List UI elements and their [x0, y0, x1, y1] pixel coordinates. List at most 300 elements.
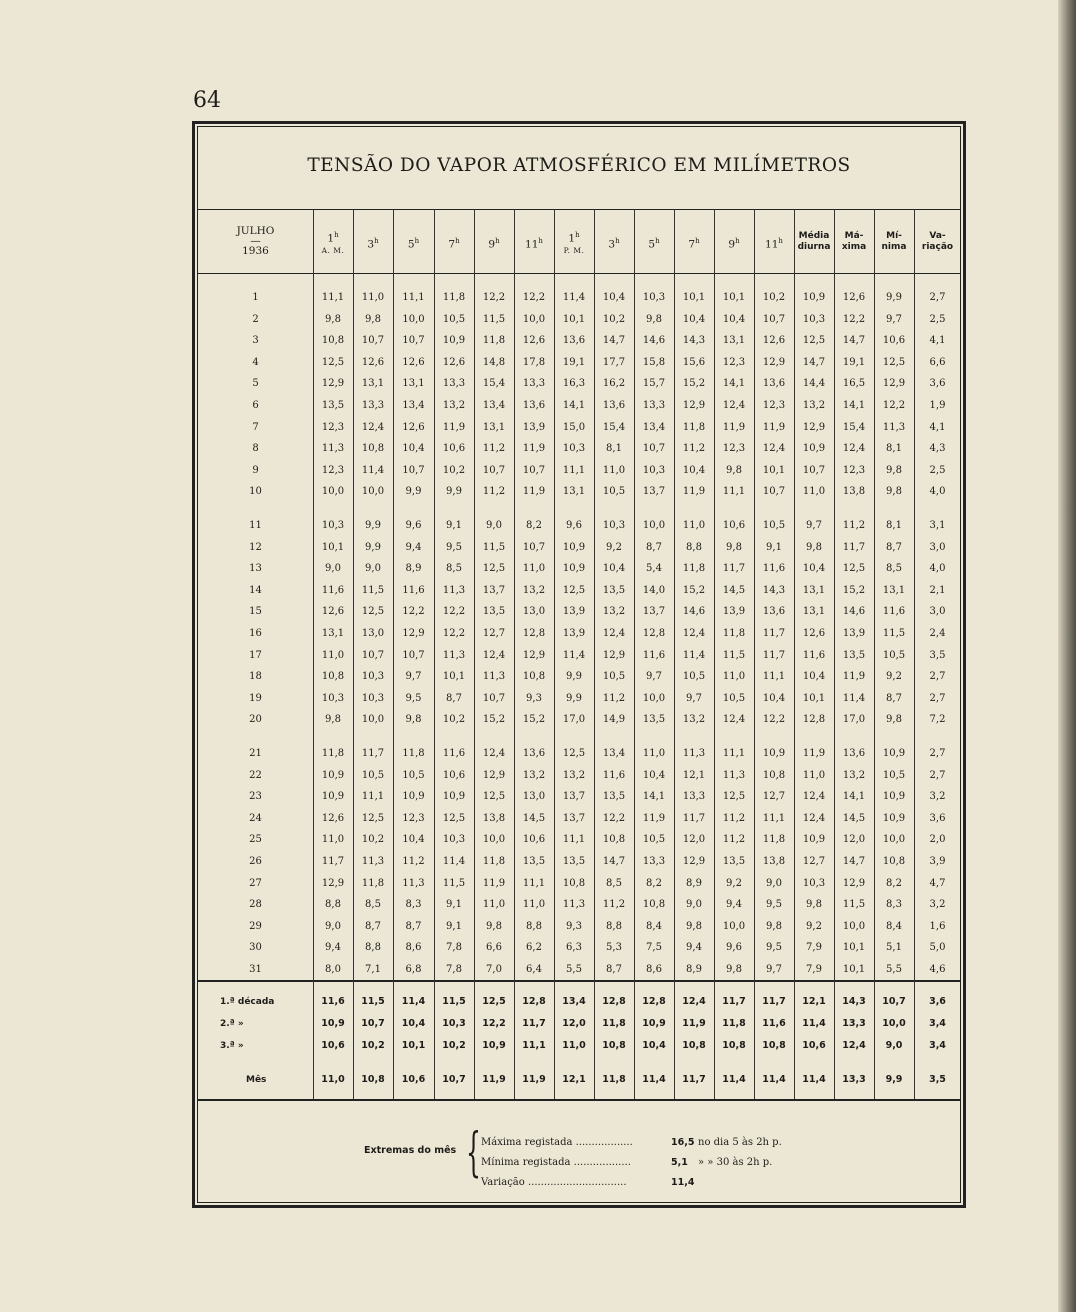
extreme-min-value: 5,1: [671, 1157, 688, 1168]
row-value: 12,5: [361, 606, 385, 618]
row-value: 13,1: [722, 335, 746, 347]
row-day: 16: [249, 628, 262, 639]
row-value: 11,6: [642, 649, 666, 661]
row-value: 11,5: [482, 313, 506, 325]
header-variacao-line: riação: [921, 242, 954, 252]
row-value: 11,9: [522, 486, 546, 498]
row-value: 11,4: [562, 292, 586, 303]
row-value: 10,9: [882, 812, 906, 824]
header-hour-11: [714, 235, 754, 251]
row-value: 7,9: [806, 964, 822, 975]
row-value: 12,5: [802, 335, 826, 347]
row-value: 9,3: [526, 692, 542, 704]
header-hour-value: 5: [407, 238, 415, 251]
row-value: 10,4: [802, 563, 826, 575]
row-value: 10,1: [842, 942, 866, 954]
row-value: 8,5: [606, 877, 622, 889]
row-day: 30: [249, 942, 262, 954]
row-value: 8,7: [606, 964, 622, 975]
row-value: 8,7: [886, 541, 902, 553]
row-value: 12,4: [802, 812, 826, 824]
row-value: 11,7: [321, 856, 345, 867]
row-value: 7,2: [929, 714, 946, 726]
row-value: 13,9: [842, 628, 866, 639]
row-value: 10,3: [802, 877, 826, 889]
row-value: 10,6: [442, 443, 466, 455]
row-value: 8,4: [646, 920, 662, 932]
column-rule: [313, 209, 314, 1099]
row-day: 22: [249, 769, 262, 781]
summary-value: 3,5: [929, 1074, 946, 1085]
extreme-var-text: Variação ...............................: [481, 1177, 627, 1188]
row-value: 9,8: [325, 714, 341, 726]
summary-value: 11,0: [321, 1074, 345, 1085]
row-value: 12,3: [842, 464, 866, 476]
row-value: 13,9: [562, 606, 586, 618]
row-value: 15,7: [642, 378, 666, 390]
summary-value: 10,8: [602, 1040, 626, 1051]
row-value: 10,3: [442, 834, 466, 846]
row-value: 11,1: [522, 877, 546, 889]
row-value: 11,2: [842, 520, 866, 531]
row-value: 13,4: [642, 421, 666, 433]
row-value: 6,3: [566, 942, 582, 954]
row-value: 10,4: [682, 313, 706, 325]
row-value: 17,7: [602, 356, 626, 368]
row-value: 11,4: [442, 856, 466, 867]
summary-value: 10,6: [321, 1040, 345, 1051]
summary-value: 10,8: [762, 1040, 786, 1051]
row-value: 14,7: [602, 335, 626, 347]
row-value: 11,8: [442, 292, 466, 303]
row-value: 12,8: [642, 628, 666, 639]
row-value: 13,7: [642, 606, 666, 618]
row-value: 7,8: [446, 942, 462, 954]
row-value: 12,5: [562, 748, 586, 759]
column-rule: [554, 209, 555, 1099]
row-value: 15,2: [682, 378, 706, 390]
row-value: 13,2: [522, 769, 546, 781]
summary-value: 12,4: [842, 1040, 866, 1051]
extremes-divider: [198, 1099, 960, 1101]
row-value: 13,2: [442, 400, 466, 411]
row-value: 12,4: [722, 714, 746, 726]
row-value: 3,0: [929, 541, 946, 553]
summary-value: 10,1: [401, 1040, 426, 1051]
row-value: 10,9: [402, 791, 425, 803]
row-value: 11,7: [762, 649, 786, 661]
row-value: 14,6: [842, 606, 866, 618]
summary-value: 11,8: [602, 1018, 626, 1029]
row-value: 11,8: [361, 877, 385, 889]
row-value: 8,6: [646, 964, 662, 975]
book-spine: [1058, 0, 1076, 1312]
row-value: 7,8: [446, 964, 462, 975]
column-rule: [474, 209, 475, 1099]
row-value: 4,0: [929, 486, 946, 498]
header-hour-sup: h: [374, 237, 379, 245]
row-value: 13,0: [361, 628, 385, 639]
row-value: 11,8: [402, 748, 425, 759]
row-value: 13,6: [602, 400, 626, 411]
row-value: 12,5: [321, 356, 345, 368]
row-value: 4,6: [929, 964, 946, 975]
row-value: 11,0: [482, 899, 506, 911]
summary-value: 10,6: [802, 1040, 826, 1051]
row-value: 10,3: [562, 443, 586, 455]
row-value: 11,5: [842, 899, 866, 911]
row-value: 14,7: [602, 856, 626, 867]
row-value: 3,9: [929, 856, 946, 867]
summary-value: 10,6: [401, 1074, 426, 1085]
summary-value: 11,7: [722, 996, 746, 1007]
row-value: 10,7: [402, 335, 425, 347]
row-value: 11,2: [602, 692, 626, 704]
row-value: 10,0: [642, 692, 666, 704]
row-value: 8,1: [886, 443, 902, 455]
row-value: 5,4: [646, 563, 662, 575]
summary-value: 13,3: [842, 1074, 866, 1085]
row-value: 3,2: [929, 899, 946, 911]
summary-value: 10,9: [321, 1018, 345, 1029]
row-value: 19,1: [842, 356, 866, 368]
row-value: 10,2: [602, 313, 626, 325]
row-value: 12,9: [602, 649, 626, 661]
row-value: 12,8: [522, 628, 546, 639]
row-value: 8,7: [646, 541, 662, 553]
row-value: 10,5: [361, 769, 385, 781]
row-value: 11,1: [722, 748, 746, 759]
row-day: 6: [252, 400, 259, 411]
row-day: 21: [249, 748, 262, 759]
header-hour-value: 9: [728, 238, 736, 251]
summary-value: 11,7: [522, 1018, 546, 1029]
row-value: 11,1: [361, 791, 385, 803]
row-value: 13,8: [762, 856, 786, 867]
row-value: 12,2: [482, 292, 506, 303]
row-value: 11,9: [762, 421, 786, 433]
row-value: 9,9: [886, 292, 902, 303]
row-value: 9,7: [686, 692, 702, 704]
row-value: 10,8: [882, 856, 906, 867]
row-value: 11,4: [361, 464, 385, 476]
row-value: 9,0: [325, 563, 341, 575]
summary-value: 12,0: [562, 1018, 586, 1029]
row-value: 17,0: [842, 714, 866, 726]
row-value: 13,7: [642, 486, 666, 498]
row-value: 10,9: [562, 563, 586, 575]
row-value: 11,8: [682, 421, 706, 433]
row-value: 12,2: [842, 313, 866, 325]
header-year: 1936: [242, 245, 269, 257]
row-value: 6,6: [929, 356, 946, 368]
summary-value: 11,4: [762, 1074, 786, 1085]
row-value: 13,4: [602, 748, 626, 759]
summary-value: 11,9: [522, 1074, 546, 1085]
header-hour-sup: h: [495, 237, 500, 245]
row-day: 2: [252, 313, 259, 325]
row-value: 11,0: [802, 486, 826, 498]
row-value: 10,2: [442, 714, 466, 726]
row-value: 10,5: [602, 486, 626, 498]
row-value: 9,6: [405, 520, 422, 531]
extreme-var-value: 11,4: [671, 1177, 695, 1188]
row-value: 10,5: [882, 769, 906, 781]
summary-value: 13,4: [562, 996, 586, 1007]
summary-value: 10,7: [442, 1074, 466, 1085]
row-value: 10,7: [642, 443, 666, 455]
row-value: 10,9: [762, 748, 786, 759]
row-value: 9,8: [646, 313, 662, 325]
row-value: 11,9: [482, 877, 506, 889]
row-value: 10,8: [642, 899, 666, 911]
row-value: 12,2: [762, 714, 786, 726]
row-value: 6,4: [526, 964, 542, 975]
row-value: 16,5: [842, 378, 866, 390]
row-value: 11,0: [682, 520, 706, 531]
row-value: 12,9: [682, 400, 706, 411]
row-value: 9,2: [806, 920, 822, 932]
row-value: 11,6: [602, 769, 626, 781]
row-value: 8,7: [365, 920, 381, 932]
row-value: 8,8: [325, 899, 341, 911]
row-value: 14,1: [562, 400, 586, 411]
summary-value: 10,9: [482, 1040, 506, 1051]
row-value: 9,8: [486, 920, 502, 932]
summary-value: 12,4: [682, 996, 706, 1007]
row-value: 9,7: [646, 671, 662, 683]
header-hour-4: [434, 235, 474, 251]
row-value: 14,7: [842, 335, 866, 347]
row-value: 12,4: [802, 791, 826, 803]
row-value: 13,1: [882, 584, 906, 596]
row-value: 8,9: [686, 877, 702, 889]
row-value: 12,6: [321, 606, 345, 618]
row-value: 13,1: [802, 606, 826, 618]
header-hour-period: P. M.: [563, 245, 585, 255]
row-value: 12,6: [402, 421, 425, 433]
row-value: 4,1: [929, 421, 946, 433]
summary-value: 11,7: [682, 1074, 706, 1085]
row-value: 9,0: [766, 877, 782, 889]
row-value: 13,8: [842, 486, 866, 498]
row-value: 11,9: [522, 443, 546, 455]
row-value: 12,9: [321, 877, 345, 889]
header-hour-value: 9: [488, 238, 496, 251]
row-value: 11,7: [682, 812, 706, 824]
row-value: 11,8: [321, 748, 345, 759]
row-value: 8,7: [405, 920, 422, 932]
row-value: 10,7: [482, 464, 506, 476]
row-value: 9,4: [405, 541, 422, 553]
row-value: 13,1: [402, 378, 425, 390]
row-day: 11: [249, 520, 262, 531]
row-value: 10,7: [361, 335, 385, 347]
row-value: 13,5: [602, 584, 626, 596]
row-value: 13,0: [522, 606, 546, 618]
row-value: 14,3: [682, 335, 706, 347]
row-value: 8,4: [886, 920, 902, 932]
row-value: 8,5: [446, 563, 462, 575]
row-value: 10,0: [402, 313, 425, 325]
header-hour-value: 11: [525, 238, 539, 251]
row-value: 2,1: [929, 584, 946, 596]
row-value: 9,3: [566, 920, 582, 932]
row-value: 11,6: [802, 649, 826, 661]
row-value: 13,5: [842, 649, 866, 661]
row-value: 10,4: [802, 671, 826, 683]
row-value: 2,7: [929, 692, 946, 704]
row-value: 9,5: [405, 692, 422, 704]
row-value: 9,0: [486, 520, 502, 531]
summary-label: 2.ª »: [220, 1019, 244, 1029]
row-value: 8,1: [886, 520, 902, 531]
row-value: 5,1: [886, 942, 902, 954]
row-value: 10,4: [762, 692, 786, 704]
row-value: 10,9: [802, 443, 826, 455]
row-value: 13,6: [522, 748, 546, 759]
row-value: 12,5: [482, 791, 506, 803]
header-hour-sup: h: [414, 237, 420, 245]
row-value: 4,0: [929, 563, 946, 575]
row-value: 11,5: [442, 877, 466, 889]
row-value: 2,7: [929, 292, 946, 303]
row-value: 8,2: [526, 520, 542, 531]
row-value: 10,1: [802, 692, 826, 704]
header-month-year: [198, 225, 313, 257]
row-value: 13,7: [562, 791, 586, 803]
row-day: 19: [249, 692, 262, 704]
row-value: 15,8: [642, 356, 666, 368]
row-value: 11,8: [722, 628, 746, 639]
row-value: 11,0: [522, 899, 546, 911]
row-value: 11,8: [682, 563, 706, 575]
row-value: 12,7: [482, 628, 506, 639]
row-value: 12,7: [762, 791, 786, 803]
header-hour-8: [594, 235, 634, 251]
row-value: 11,0: [321, 834, 345, 846]
row-value: 11,0: [722, 671, 746, 683]
summary-value: 12,2: [482, 1018, 506, 1029]
summary-value: 12,1: [562, 1074, 586, 1085]
row-value: 11,9: [842, 671, 866, 683]
row-value: 2,5: [929, 313, 946, 325]
row-value: 1,9: [929, 400, 946, 411]
row-value: 9,8: [886, 714, 902, 726]
row-value: 10,1: [562, 313, 586, 325]
row-value: 12,0: [842, 834, 866, 846]
row-value: 10,8: [602, 834, 626, 846]
row-value: 10,9: [442, 335, 466, 347]
row-value: 10,9: [562, 541, 586, 553]
row-value: 11,4: [682, 649, 706, 661]
row-day: 28: [249, 899, 262, 911]
row-value: 8,8: [526, 920, 542, 932]
row-value: 8,8: [686, 541, 702, 553]
row-value: 13,5: [522, 856, 546, 867]
row-value: 11,7: [361, 748, 385, 759]
row-value: 11,1: [722, 486, 746, 498]
summary-value: 13,3: [842, 1018, 866, 1029]
row-value: 14,3: [762, 584, 786, 596]
row-value: 11,1: [321, 292, 345, 303]
row-value: 12,2: [602, 812, 626, 824]
row-value: 11,0: [522, 563, 546, 575]
row-value: 11,2: [722, 812, 746, 824]
row-value: 9,1: [446, 899, 462, 911]
summary-value: 10,9: [642, 1018, 666, 1029]
row-value: 11,6: [442, 748, 466, 759]
header-hour-5: [474, 235, 514, 251]
header-maxima: [834, 231, 874, 253]
summary-value: 11,8: [602, 1074, 626, 1085]
row-value: 11,2: [602, 899, 626, 911]
row-value: 9,9: [566, 692, 582, 704]
row-value: 10,7: [762, 313, 786, 325]
row-value: 12,2: [522, 292, 546, 303]
header-hour-value: 7: [448, 238, 456, 251]
row-value: 11,3: [482, 671, 506, 683]
table-title: TENSÃO DO VAPOR ATMOSFÉRICO EM MILÍMETROS: [307, 155, 851, 176]
row-value: 2,5: [929, 464, 946, 476]
row-value: 12,5: [482, 563, 506, 575]
row-value: 12,9: [882, 378, 906, 390]
row-value: 11,4: [562, 649, 586, 661]
row-value: 11,9: [682, 486, 706, 498]
row-value: 10,3: [321, 692, 345, 704]
row-day: 17: [249, 649, 262, 661]
row-value: 12,5: [442, 812, 466, 824]
row-day: 26: [249, 856, 262, 867]
row-day: 1: [252, 292, 259, 303]
row-day: 20: [249, 714, 262, 726]
row-value: 9,8: [726, 964, 742, 975]
row-value: 9,4: [686, 942, 702, 954]
summary-value: 12,8: [602, 996, 626, 1007]
header-variacao: [914, 231, 961, 253]
header-hour-value: 3: [608, 238, 616, 251]
row-value: 10,7: [402, 464, 425, 476]
row-day: 10: [249, 486, 262, 498]
row-value: 10,3: [642, 292, 666, 303]
row-value: 11,6: [762, 563, 786, 575]
summary-value: 9,0: [885, 1040, 903, 1051]
header-media-diurna-line: Média: [798, 231, 830, 241]
row-value: 9,7: [405, 671, 422, 683]
summary-value: 10,4: [642, 1040, 666, 1051]
row-value: 14,1: [842, 791, 866, 803]
row-value: 10,5: [402, 769, 425, 781]
row-value: 12,9: [321, 378, 345, 390]
row-value: 15,4: [482, 378, 506, 390]
summary-value: 9,9: [885, 1074, 903, 1085]
row-value: 2,4: [929, 628, 946, 639]
row-value: 11,9: [802, 748, 826, 759]
row-value: 9,8: [726, 464, 742, 476]
row-value: 9,0: [686, 899, 702, 911]
row-value: 10,3: [361, 671, 385, 683]
row-value: 14,1: [722, 378, 746, 390]
row-value: 13,6: [562, 335, 586, 347]
row-value: 10,0: [361, 486, 385, 498]
row-value: 10,7: [802, 464, 826, 476]
brace-icon: {: [466, 1123, 481, 1183]
header-hour-value: 3: [367, 238, 375, 251]
summary-value: 11,4: [802, 1018, 826, 1029]
extreme-min-text: Mínima registada ..................: [481, 1157, 631, 1168]
column-rule: [674, 209, 675, 1099]
column-rule: [874, 209, 875, 1099]
